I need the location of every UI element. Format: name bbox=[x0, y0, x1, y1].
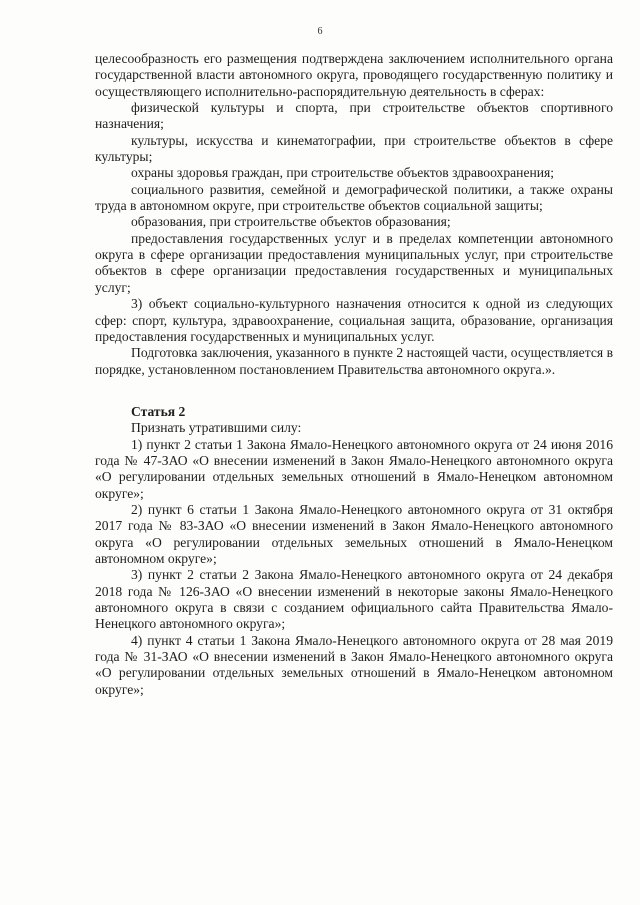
sphere-public-services: предоставления государственных услуг и в пределах компетенции автономного округа в сфере организации предоставления муниципальных услуг, при строительстве объектов в сфере организации предоставления государственных и муниципальных услуг; bbox=[95, 230, 613, 295]
sphere-culture: культуры, искусства и кинематографии, при строительстве объектов в сфере культуры; bbox=[95, 132, 613, 165]
sphere-sport: физической культуры и спорта, при строительстве объектов спортивного назначения; bbox=[95, 100, 613, 132]
sphere-education: образования, при строительстве объектов образования; bbox=[131, 214, 451, 230]
article-2-item-4: 4) пункт 4 статьи 1 Закона Ямало-Ненецкого автономного округа от 28 мая 2019 года № 31-ЗАО «О внесении изменений в Закон Ямало-Ненецкого автономного округа «О регулировании отдельных земельных отношений в Ямало-Ненецком автономном округе»; bbox=[95, 632, 613, 697]
article-2-item-2: 2) пункт 6 статьи 1 Закона Ямало-Ненецкого автономного округа от 31 октября 2017 года № 83-ЗАО «О внесении изменений в Закон Ямало-Ненецкого автономного округа «О регулировании отдельных земельных отношений в Ямало-Ненецком автономном округе»; bbox=[95, 501, 613, 566]
section-gap bbox=[95, 378, 613, 404]
conclusion-paragraph: Подготовка заключения, указанного в пункте 2 настоящей части, осуществляется в порядке, установленном постановлением Правительства автономного округа.». bbox=[95, 345, 613, 377]
document-body bbox=[95, 51, 613, 698]
page-number: 6 bbox=[317, 26, 323, 37]
article-2-item-3: 3) пункт 2 статьи 2 Закона Ямало-Ненецкого автономного округа от 24 декабря 2018 года № 126-ЗАО «О внесении изменений в некоторые законы Ямало-Ненецкого автономного округа в связи с созданием официального сайта Правительства Ямало-Ненецкого автономного округа»; bbox=[95, 567, 613, 632]
article-2-intro: Признать утратившими силу: bbox=[131, 420, 302, 436]
article-2-item-1: 1) пункт 2 статьи 1 Закона Ямало-Ненецкого автономного округа от 24 июня 2016 года № 47-ЗАО «О внесении изменений в Закон Ямало-Ненецкого автономного округа «О регулировании отдельных земельных отношений в Ямало-Ненецком автономном округе»; bbox=[95, 436, 613, 501]
sphere-health: охраны здоровья граждан, при строительстве объектов здравоохранения; bbox=[131, 165, 555, 181]
article-2-title: Статья 2 bbox=[131, 403, 186, 419]
continuation-paragraph: целесообразность его размещения подтверждена заключением исполнительного органа государственной власти автономного округа, проводящего государственную политику и осуществляющего исполнительно-распорядительную деятельность в сферах: bbox=[95, 51, 613, 99]
sphere-social: социального развития, семейной и демографической политики, а также охраны труда в автономном округе, при строительстве объектов социальной защиты; bbox=[95, 181, 613, 214]
item-3-paragraph: 3) объект социально-культурного назначения относится к одной из следующих сфер: спорт, культура, здравоохранение, социальная защита, образование, организация предоставления государственных и муниципальных услуг. bbox=[95, 296, 613, 344]
